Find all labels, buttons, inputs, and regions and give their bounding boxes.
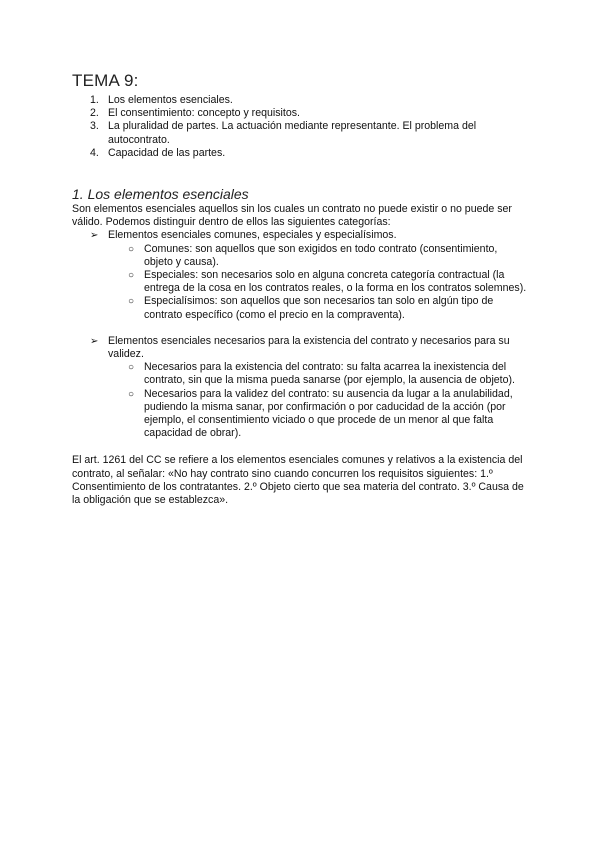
circle-bullet-icon: ○ [128, 296, 135, 308]
sub-bullet-item [72, 361, 528, 387]
table-of-contents [72, 94, 528, 160]
sub-bullet-text: Necesarios para la validez del contrato: su ausencia da lugar a la anulabilidad, pudiendo la misma sanar, por confirmación o por caducidad de la acción (por ejemplo, el consentimiento viciado o que procede de un menor al que falta capacidad de obrar). [144, 387, 513, 440]
spacer [72, 440, 528, 454]
arrow-bullet-icon: ➢ [90, 230, 99, 242]
toc-item [72, 94, 528, 107]
circle-bullet-icon: ○ [128, 270, 135, 282]
toc-text: El consentimiento: concepto y requisitos. [108, 107, 300, 120]
sub-bullet-text: Comunes: son aquellos que son exigidos en todo contrato (consentimiento, objeto y causa). [144, 242, 498, 268]
circle-bullet-icon: ○ [128, 388, 135, 400]
spacer [72, 322, 528, 335]
toc-number: 4. [90, 146, 99, 159]
arrow-bullet-icon: ➢ [90, 335, 99, 347]
document-content [72, 70, 528, 507]
sub-bullet-item [72, 243, 528, 269]
sub-bullet-item [72, 269, 528, 295]
bullet-item [72, 335, 528, 361]
toc-text: Los elementos esenciales. [108, 94, 233, 106]
circle-bullet-icon: ○ [128, 243, 135, 255]
page-title: TEMA 9: [72, 71, 139, 90]
sub-bullet-text: Especialísimos: son aquellos que son necesarios tan solo en algún tipo de contrato específico (como el precio en la compraventa). [144, 295, 494, 321]
toc-item [72, 120, 528, 146]
bullet-item [72, 229, 528, 242]
section-heading: 1. Los elementos esenciales [72, 186, 249, 203]
bullet-text: Elementos esenciales necesarios para la existencia del contrato y necesarios para su validez. [108, 334, 510, 361]
toc-item [72, 147, 528, 160]
circle-bullet-icon: ○ [128, 362, 135, 374]
toc-number: 3. [90, 120, 99, 133]
bullet-text: Elementos esenciales comunes, especiales y especialísimos. [108, 229, 397, 242]
sub-bullet-text: Necesarios para la existencia del contrato: su falta acarrea la inexistencia del contrato, sin que la misma pueda sanarse (por ejemplo, la ausencia de objeto). [144, 361, 515, 387]
toc-text: La pluralidad de partes. La actuación mediante representante. El problema del autocontrato. [108, 120, 477, 146]
toc-text: Capacidad de las partes. [108, 146, 226, 159]
sub-bullet-item [72, 388, 528, 441]
sub-bullet-item [72, 295, 528, 321]
section-intro: Son elementos esenciales aquellos sin los cuales un contrato no puede existir o no puede ser válido. Podemos distinguir dentro de ellos las siguientes categorías: [72, 203, 512, 229]
toc-number: 2. [90, 107, 99, 120]
toc-item [72, 107, 528, 120]
sub-bullet-text: Especiales: son necesarios solo en alguna concreta categoría contractual (la entrega de la cosa en los contratos reales, o la forma en los contratos solemnes). [144, 269, 527, 295]
closing-paragraph: El art. 1261 del CC se refiere a los elementos esenciales comunes y relativos a la existencia del contrato, al señalar: «No hay contrato sino cuando concurren los requisitos siguientes: 1.º Consentimiento de los contratantes. 2.º Objeto cierto que sea materia del contrato. 3.º Causa de la obligación que se establezca». [72, 454, 524, 507]
toc-number: 1. [90, 94, 99, 106]
